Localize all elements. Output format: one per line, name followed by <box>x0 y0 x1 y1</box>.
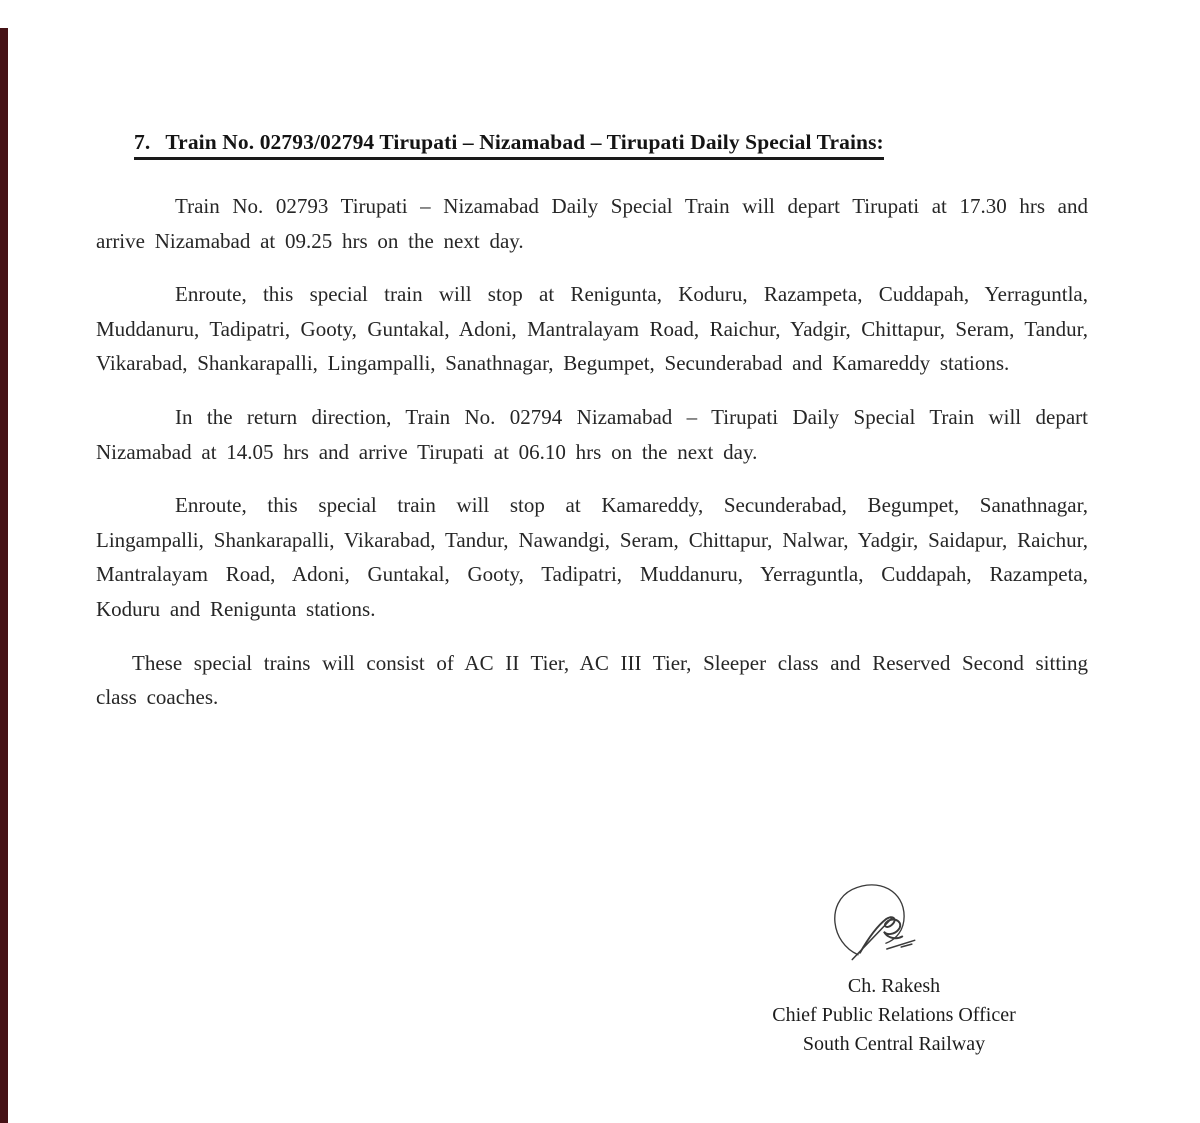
signature-block <box>758 876 1030 1059</box>
paragraph-return-schedule: In the return direction, Train No. 02794 Nizamabad – Tirupati Daily Special Train will depart Nizamabad at 14.05 hrs and arrive Tirupati at 06.10 hrs on the next day. <box>96 404 1088 464</box>
section-number: 7. <box>134 130 151 154</box>
paragraph-outbound-schedule: Train No. 02793 Tirupati – Nizamabad Daily Special Train will depart Tirupati at 17.30 hrs and arrive Nizamabad at 09.25 hrs on the next day. <box>96 194 1088 253</box>
section-heading-underline <box>134 130 884 160</box>
paragraph-coach-composition: These special trains will consist of AC II Tier, AC III Tier, Sleeper class and Reserved Second sitting class coaches. <box>96 650 1088 710</box>
paragraph-outbound-stops: Enroute, this special train will stop at Renigunta, Koduru, Razampeta, Cuddapah, Yerraguntla, Muddanuru, Tadipatri, Gooty, Guntakal, Adoni, Mantralayam Road, Raichur, Yadgir, Chittapur, Seram, Tandur, Vikarabad, Shankarapalli, Lingampalli, Sanathnagar, Begumpet, Secunderabad and Kamareddy stations. <box>96 282 1088 376</box>
paragraph-return-stops: Enroute, this special train will stop at Kamareddy, Secunderabad, Begumpet, Sanathnagar, Lingampalli, Shankarapalli, Vikarabad, Tandur, Nawandgi, Seram, Chittapur, Nalwar, Yadgir, Saidapur, Raichur, Mantralayam Road, Adoni, Guntakal, Gooty, Tadipatri, Muddanuru, Yerraguntla, Cuddapah, Razampeta, Koduru and Renigunta stations. <box>96 493 1088 621</box>
section-title: Train No. 02793/02794 Tirupati – Nizamabad – Tirupati Daily Special Trains: <box>165 130 884 154</box>
handwritten-signature-icon <box>813 876 953 972</box>
document-body <box>96 130 1088 715</box>
signatory-organization: South Central Railway <box>802 1033 986 1055</box>
signatory-name: Ch. Rakesh <box>847 975 941 997</box>
section-heading <box>134 130 1088 160</box>
left-edge-accent-bar <box>0 28 8 1123</box>
signatory-title: Chief Public Relations Officer <box>772 1004 1016 1026</box>
